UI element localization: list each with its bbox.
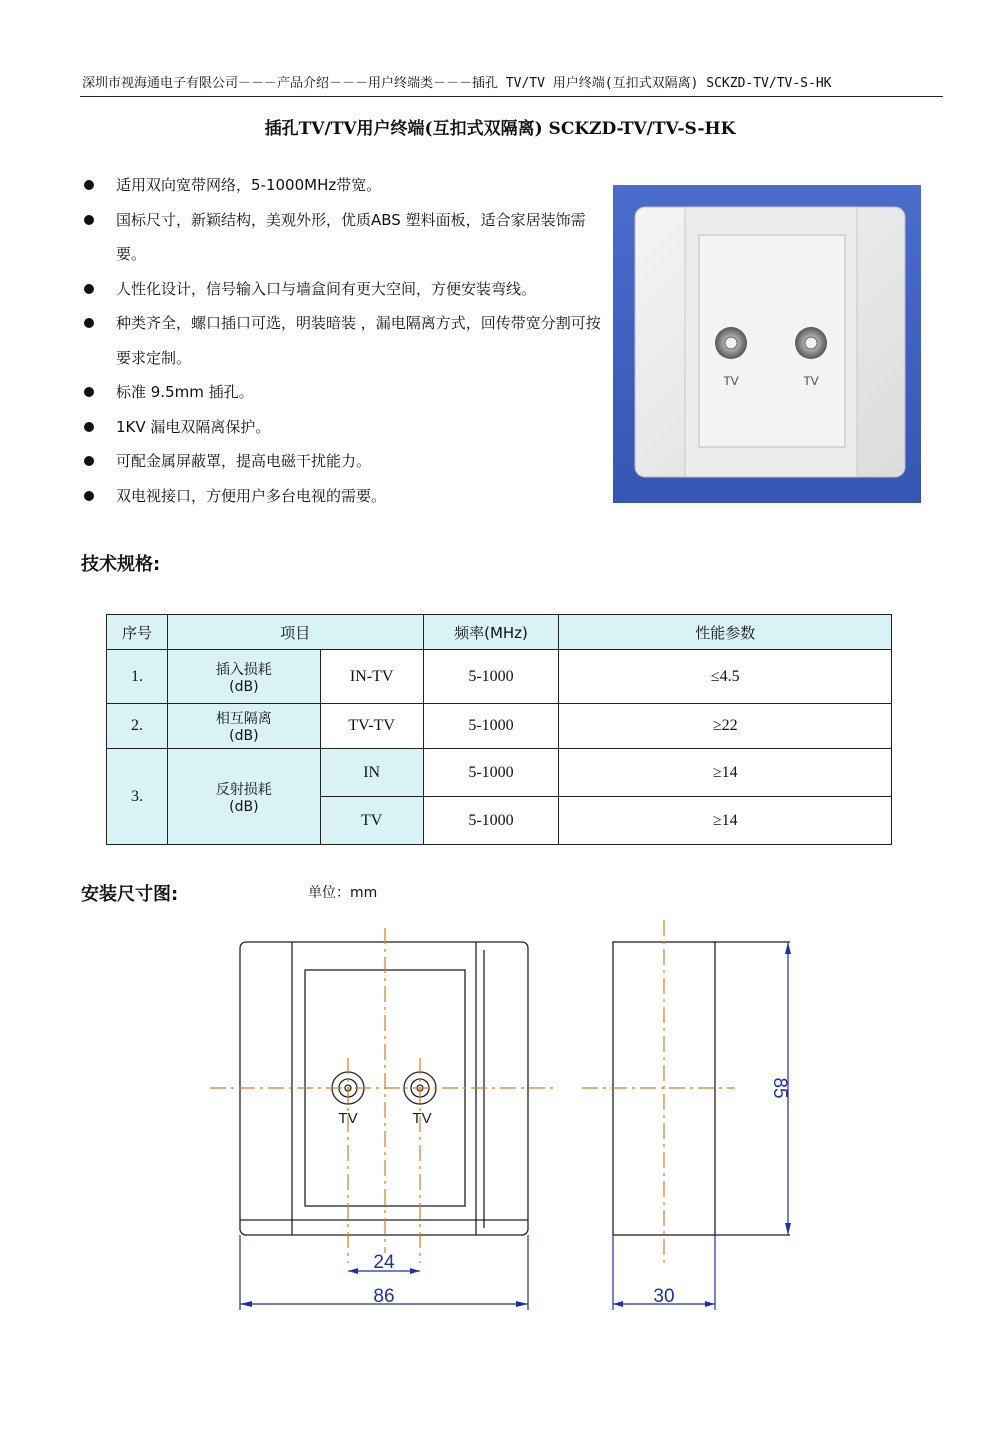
feature-list (82, 168, 607, 513)
dim-depth-label: 30 (653, 1286, 675, 1307)
cell-value: ≥14 (559, 749, 892, 797)
cell-no: 3. (107, 749, 168, 845)
port-label: TV (723, 374, 739, 388)
bullet-icon (84, 456, 94, 466)
cell-item: 相互隔离 (dB) (167, 704, 320, 749)
list-item: 种类齐全，螺口插口可选，明装暗装 ，漏电隔离方式，回传带宽分割可按要求定制。 (82, 306, 607, 375)
spec-table (106, 614, 892, 845)
cell-item: 插入损耗 (dB) (167, 650, 320, 704)
cell-no: 2. (107, 704, 168, 749)
cell-sub: IN-TV (320, 650, 423, 704)
bullet-icon (84, 422, 94, 432)
cell-sub: IN (320, 749, 423, 797)
bullet-icon (84, 284, 94, 294)
cell-freq: 5-1000 (423, 797, 559, 845)
table-row (107, 650, 892, 704)
list-item: 国标尺寸，新颖结构，美观外形，优质ABS 塑料面板，适合家居装饰需要。 (82, 203, 607, 272)
dim-height-label: 85 (769, 1077, 790, 1099)
cell-freq: 5-1000 (423, 704, 559, 749)
cell-value: ≥22 (559, 704, 892, 749)
col-header: 频率(MHz) (423, 615, 559, 650)
bullet-icon (84, 318, 94, 328)
header-divider (80, 96, 943, 97)
table-header-row (107, 615, 892, 650)
port-label: TV (803, 374, 819, 388)
col-header: 序号 (107, 615, 168, 650)
table-row (107, 704, 892, 749)
dim-width-label: 86 (373, 1286, 395, 1307)
port-label: TV (338, 1110, 358, 1127)
bullet-icon (84, 215, 94, 225)
list-item: 1KV 漏电双隔离保护。 (82, 410, 607, 445)
list-item: 双电视接口，方便用户多台电视的需要。 (82, 479, 607, 514)
list-item: 标准 9.5mm 插孔。 (82, 375, 607, 410)
list-item: 适用双向宽带网络，5-1000MHz带宽。 (82, 168, 607, 203)
col-header: 项目 (167, 615, 423, 650)
list-item: 可配金属屏蔽罩，提高电磁干扰能力。 (82, 444, 607, 479)
cell-value: ≤4.5 (559, 650, 892, 704)
product-photo (613, 185, 921, 503)
cell-freq: 5-1000 (423, 749, 559, 797)
bullet-icon (84, 387, 94, 397)
port-label: TV (412, 1110, 432, 1127)
dim-spacing-label: 24 (373, 1252, 395, 1273)
install-drawing (200, 918, 820, 1313)
table-row (107, 749, 892, 797)
cell-freq: 5-1000 (423, 650, 559, 704)
spec-heading: 技术规格: (81, 554, 161, 575)
col-header: 性能参数 (559, 615, 892, 650)
cell-value: ≥14 (559, 797, 892, 845)
cell-item: 反射损耗 (dB) (167, 749, 320, 845)
install-heading: 安装尺寸图: (81, 884, 179, 905)
cell-no: 1. (107, 650, 168, 704)
page-title: 插孔TV/TV用户终端(互扣式双隔离) SCKZD-TV/TV-S-HK (264, 119, 736, 139)
unit-label: 单位：mm (308, 885, 378, 901)
page-header: 深圳市视海通电子有限公司－－－产品介绍－－－用户终端类－－－插孔 TV/TV 用户终端(互扣式双隔离) SCKZD-TV/TV-S-HK (82, 76, 832, 91)
cell-sub: TV (320, 797, 423, 845)
bullet-icon (84, 180, 94, 190)
cell-sub: TV-TV (320, 704, 423, 749)
list-item: 人性化设计，信号输入口与墙盒间有更大空间，方便安装弯线。 (82, 272, 607, 307)
bullet-icon (84, 491, 94, 501)
